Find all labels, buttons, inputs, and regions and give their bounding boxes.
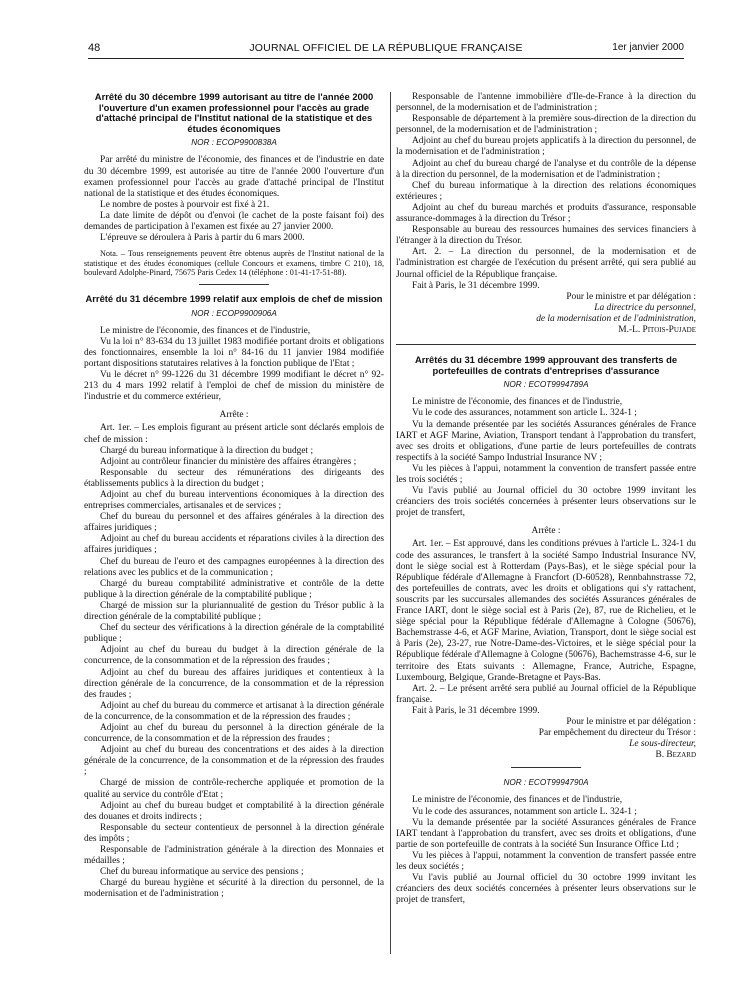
list-item: Adjoint au chef du bureau des concentrations et des aides à la direction générale de la concurrence, de la consommation et de la répression des fraudes ; (84, 745, 384, 778)
section-rule (396, 344, 696, 345)
list-item: Responsable de l'antenne immobilière d'Ile-de-France à la direction du personnel, de la modernisation et de l'administration ; (396, 92, 696, 114)
list-item: Chargé du bureau comptabilité administrative et contrôle de la dette publique à la direction générale de la comptabilité publique ; (84, 578, 384, 600)
list-item: Adjoint au chef du bureau du budget à la direction générale de la concurrence, de la consommation et de la répression des fraudes ; (84, 645, 384, 667)
visa: Vu le code des assurances, notamment son article L. 324-1 ; (412, 806, 637, 817)
fait-a-paris: Fait à Paris, le 31 décembre 1999. (412, 280, 540, 291)
list-item: Responsable de l'administration générale à la direction des Monnaies et médailles ; (84, 845, 384, 867)
signature-line: La directrice du personnel, (594, 302, 696, 313)
nor-reference: NOR : ECOP9900906A (191, 308, 277, 318)
visa: Vu l'avis publié au Journal officiel du 30 octobre 1999 invitant les créanciers des trois sociétés concernées à présenter leurs observations sur le projet de transfert, (396, 486, 696, 519)
right-column (396, 92, 696, 906)
decree-exam-attache (84, 92, 384, 278)
signatory-name: B. Bezard (655, 750, 696, 761)
page-header (88, 42, 684, 59)
visa: Vu les pièces à l'appui, notamment la convention de transfert passée entre les trois sociétés ; (396, 463, 696, 485)
nota-note: Nota. – Tous renseignements peuvent être obtenus auprès de l'Institut national de la statistique et des études économiques (cellule Concours et examens, timbre C 210), 18, boulevard Adolphe-Pinard, 75675 Paris Cedex 14 (téléphone : 01-41-17-51-88). (84, 249, 384, 278)
list-item: Adjoint au chef du bureau des affaires juridiques et contentieux à la direction générale de la concurrence, de la consommation et de la répression des fraudes ; (84, 667, 384, 700)
list-item: Chef du secteur des vérifications à la direction générale de la comptabilité publique ; (84, 623, 384, 645)
left-column (84, 92, 384, 900)
journal-title: JOURNAL OFFICIEL DE LA RÉPUBLIQUE FRANÇAISE (249, 42, 523, 54)
nor-reference: NOR : ECOP9900838A (191, 138, 277, 148)
decree-chef-de-mission (84, 294, 384, 900)
visa: Vu la demande présentée par la société Assurances générales de France IART tendant à l'approbation du transfert, avec ses droits et obligations, d'une partie de son portefeuille de contrats à la société Sun Insurance Office Ltd ; (396, 817, 696, 850)
list-item: Responsable de département à la première sous-direction de la direction du personnel, de la modernisation et de l'administration ; (396, 114, 696, 136)
article-1: Art. 1er. – Est approuvé, dans les conditions prévues à l'article L. 324-1 du code des assurances, le transfert à la société Sampo Industrial Insurance NV, dont le siège social est à Rotterdam (Pays-Bas), et le siège spécial pour la République fédérale d'Allemagne à Francfort (D-60528), Rennbahnstrasse 72, des portefeuilles de contrats, avec les droits et obligations qui s'y rattachent, souscrits par les succursales allemandes des sociétés Assurances générales de France IART, dont le siège social est à Paris (2e), 87, rue de Richelieu, et le siège spécial pour la République fédérale d'Allemagne à Cologne (50676), Bachemstrasse 4-6, et AGF Marine, Aviation, Transport, dont le siège social est à Paris (2e), 23-27, rue Notre-Dame-des-Victoires, et le siège spécial pour la République fédérale d'Allemagne à Cologne (50676), Bachemstrasse 4-6, sur le territoire des Etats suivants : Allemagne, France, Autriche, Espagne, Luxembourg, Belgique, Grande-Bretagne et Pays-Bas. (396, 539, 696, 683)
arrete-heading: Arrête : (531, 526, 561, 537)
issue-date: 1er janvier 2000 (612, 42, 684, 53)
list-item: Adjoint au chef du bureau interventions économiques à la direction des entreprises commerciales, artisanales et de services ; (84, 490, 384, 512)
decree-title: Arrêté du 31 décembre 1999 relatif aux emplois de chef de mission (85, 293, 383, 304)
decree-title: Arrêté du 30 décembre 1999 autorisant au titre de l'année 2000 l'ouverture d'un examen professionnel pour l'accès au grade d'attaché principal de l'Institut national de la statistique et des études économiques (94, 91, 374, 134)
article-2: Art. 2. – Le présent arrêté sera publié au Journal officiel de la République française. (396, 683, 696, 705)
minister-line: Le ministre de l'économie, des finances et de l'industrie, (100, 325, 311, 336)
arrete-heading: Arrête : (219, 410, 249, 421)
list-item: Chef du bureau du personnel et des affaires générales à la direction des affaires juridiques ; (84, 512, 384, 534)
list-item: Responsable du secteur des rémunérations des dirigeants des établissements publics à la direction du budget ; (84, 467, 384, 489)
list-item: Chargé du bureau informatique à la direction du budget ; (100, 445, 314, 456)
fait-a-paris: Fait à Paris, le 31 décembre 1999. (412, 705, 540, 716)
paragraph: Par arrêté du ministre de l'économie, des finances et de l'industrie en date du 30 décembre 1999, est autorisée au titre de l'année 2000 l'ouverture d'un examen professionnel pour l'accès au grade d'attaché principal de l'Institut national de la statistique et des études économiques. (84, 155, 384, 199)
list-item: Adjoint au chef du bureau chargé de l'analyse et du contrôle de la dépense à la direction du personnel, de la modernisation et de l'administration ; (396, 158, 696, 180)
visa: Vu les pièces à l'appui, notamment la convention de transfert passée entre les deux sociétés ; (396, 850, 696, 872)
list-item: Adjoint au chef du bureau du commerce et artisanat à la direction générale de la concurrence, de la consommation et de la répression des fraudes ; (84, 700, 384, 722)
list-item: Adjoint au chef du bureau accidents et réparations civiles à la direction des affaires juridiques ; (84, 534, 384, 556)
paragraph: La date limite de dépôt ou d'envoi (le cachet de la poste faisant foi) des demandes de participation à l'examen est fixée au 27 janvier 2000. (84, 210, 384, 233)
list-item: Adjoint au contrôleur financier du ministère des affaires étrangères ; (100, 456, 357, 467)
visa: Vu le code des assurances, notamment son article L. 324-1 ; (412, 408, 637, 419)
signature-line: Le sous-directeur, (629, 739, 696, 750)
article-1: Art. 1er. – Les emplois figurant au présent article sont déclarés emplois de chef de mission : (84, 423, 384, 445)
visa: Vu le décret n° 99-1226 du 31 décembre 1999 modifiant le décret n° 92-213 du 4 mars 1992 relatif à l'emploi de chef de mission du ministère de l'industrie et du commerce extérieur, (84, 370, 384, 403)
list-item: Chef du bureau de l'euro et des campagnes européennes à la direction des relations avec les publics et de la communication ; (84, 556, 384, 578)
signature-line: de la modernisation et de l'administration, (536, 313, 696, 324)
signatory-name: M.-L. Pitois-Pujade (618, 324, 696, 335)
visa: Vu la loi n° 83-634 du 13 juillet 1983 modifiée portant droits et obligations des fonctionnaires, ensemble la loi n° 84-16 du 11 janvier 1984 modifiée portant dispositions statutaires relatives à la fonction publique de l'Etat ; (84, 336, 384, 369)
visa: Vu la demande présentée par les sociétés Assurances générales de France IART et AGF Marine, Aviation, Transport tendant à l'approbation du transfert, avec ses droits et obligations, d'une partie de leurs portefeuilles de contrats respectifs à la société Sampo Industrial Insurance NV ; (396, 419, 696, 463)
decree-title: Arrêtés du 31 décembre 1999 approuvant des transferts de portefeuilles de contrats d'entreprises d'assurance (414, 354, 678, 376)
list-item: Responsable du secteur contentieux de personnel à la direction générale des impôts ; (84, 822, 384, 844)
list-item: Adjoint au chef du bureau du personnel à la direction générale de la concurrence, de la consommation et de la répression des fraudes ; (84, 722, 384, 745)
decree-portfolio-transfer-2 (396, 777, 696, 906)
signature-line: Pour le ministre et par délégation : (566, 716, 696, 727)
column-divider (390, 92, 391, 954)
list-item: Chargé du bureau hygiène et sécurité à la direction du personnel, de la modernisation et de l'administration ; (84, 878, 384, 900)
paragraph: L'épreuve se déroulera à Paris à partir du 6 mars 2000. (100, 233, 305, 244)
signature-line: Par empêchement du directeur du Trésor : (538, 728, 696, 739)
separator (199, 284, 269, 285)
decree-portfolio-transfer-1 (396, 355, 696, 761)
list-item: Adjoint au chef du bureau budget et comptabilité à la direction générale des douanes et droits indirects ; (84, 800, 384, 822)
paragraph: Le nombre de postes à pourvoir est fixé à 21. (100, 199, 270, 210)
list-item: Chef du bureau informatique à la direction des relations économiques extérieures ; (396, 180, 696, 202)
signature-line: Pour le ministre et par délégation : (566, 291, 696, 302)
list-item: Chargé de mission sur la pluriannualité de gestion du Trésor public à la direction générale de la comptabilité publique ; (84, 600, 384, 623)
list-item: Chargé de mission de contrôle-recherche appliquée et promotion de la qualité au service du contrôle d'Etat ; (84, 778, 384, 800)
nor-reference: NOR : ECOT9994789A (503, 380, 589, 390)
separator (511, 767, 581, 768)
list-item: Adjoint au chef du bureau projets applicatifs à la direction du personnel, de la modernisation et de l'administration ; (396, 136, 696, 158)
visa: Vu l'avis publié au Journal officiel du 30 octobre 1999 invitant les créanciers des deux sociétés concernées à présenter leurs observations sur le projet de transfert, (396, 873, 696, 906)
nor-reference: NOR : ECOT9994790A (503, 778, 589, 788)
list-item: Responsable au bureau des ressources humaines des services financiers à l'étranger à la direction du Trésor. (396, 225, 696, 247)
minister-line: Le ministre de l'économie, des finances et de l'industrie, (412, 397, 623, 408)
list-item: Adjoint au chef du bureau marchés et produits d'assurance, responsable assurance-dommages à la direction du Trésor ; (396, 202, 696, 225)
list-item: Chef du bureau informatique au service des pensions ; (100, 867, 304, 878)
page-number: 48 (88, 42, 101, 54)
minister-line: Le ministre de l'économie, des finances et de l'industrie, (412, 795, 623, 806)
article-2: Art. 2. – La direction du personnel, de la modernisation et de l'administration est chargée de l'exécution du présent arrêté, qui sera publié au Journal officiel de la République française. (396, 247, 696, 280)
